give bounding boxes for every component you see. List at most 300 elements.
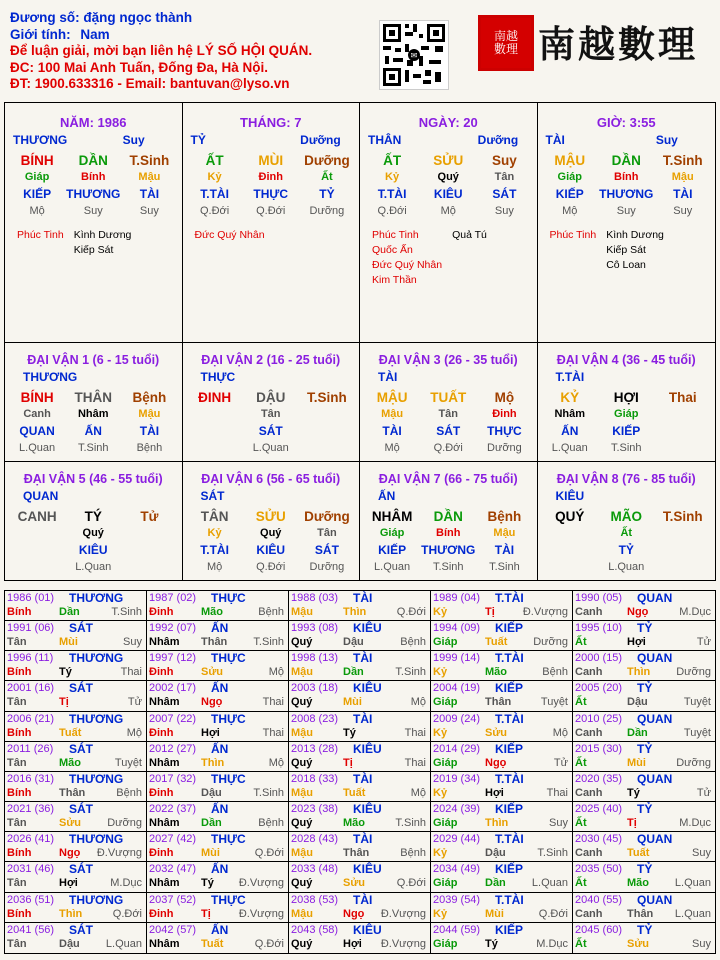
year-god: SÁT: [69, 922, 93, 937]
year-god: T.TÀI: [495, 651, 524, 666]
owner-line: Đương số: đặng ngọc thành: [10, 10, 193, 25]
year-stem: Mậu: [291, 847, 313, 860]
year-cell[interactable]: [573, 893, 715, 923]
brand-logo: 南越數理: [538, 22, 698, 66]
dai-van-hidden-stems-cell: Kỷ: [207, 527, 222, 539]
pillar-stem-branch-cell: DẦN: [611, 152, 641, 168]
year-god: SÁT: [69, 621, 93, 636]
year-cell[interactable]: [289, 772, 431, 802]
year-branch: Tuất: [59, 726, 82, 739]
year-label: 2021 (36): [7, 803, 55, 816]
dai-van-hidden-gods-cell: TÀI: [494, 543, 515, 557]
year-cell[interactable]: [5, 862, 147, 892]
dai-van-hidden-stems-cell: Tân: [260, 408, 281, 420]
year-branch: Sửu: [343, 877, 366, 890]
year-cell[interactable]: [147, 651, 289, 681]
year-branch: Thân: [343, 847, 370, 860]
dai-van-2[interactable]: [183, 343, 361, 462]
year-god: ẤN: [211, 802, 229, 817]
year-stem: Nhâm: [149, 696, 180, 709]
year-stem: Canh: [575, 786, 603, 799]
year-cell[interactable]: [147, 681, 289, 711]
phone-email-line[interactable]: ĐT: 1900.633316 - Email: bantuvan@lyso.vn: [10, 76, 290, 91]
year-cell[interactable]: [289, 651, 431, 681]
pillar-hidden-gods-cell: SÁT: [492, 187, 517, 201]
year-branch: Thìn: [201, 756, 225, 769]
dai-van-hidden-stems-cell: Mậu: [381, 408, 404, 420]
year-cell[interactable]: [5, 742, 147, 772]
pillar-title: GIỜ: 3:55: [596, 115, 656, 130]
dai-van-hidden-stems-cell: Đinh: [492, 408, 517, 420]
year-god: QUAN: [637, 892, 673, 907]
dai-van-hidden-stems-cell: Giáp: [614, 408, 639, 420]
year-cell[interactable]: [573, 591, 715, 621]
year-stem: Bính: [7, 726, 32, 739]
year-cell[interactable]: [431, 832, 573, 862]
pillar-grid: [4, 102, 716, 581]
year-branch: Mão: [59, 756, 81, 769]
year-branch: Tý: [343, 726, 356, 739]
pillar-1[interactable]: [5, 103, 183, 343]
year-stem: Đinh: [149, 726, 174, 739]
dai-van-hidden-gods: [183, 421, 360, 441]
year-cell[interactable]: [573, 742, 715, 772]
year-life-stage: Thai: [262, 726, 284, 739]
year-god: THƯƠNG: [69, 651, 124, 666]
year-branch: Ngọ: [627, 606, 649, 618]
dai-van-4[interactable]: [538, 343, 716, 462]
pillar-2[interactable]: [183, 103, 361, 343]
year-label: 2022 (37): [149, 803, 197, 816]
year-stem: Bính: [7, 786, 32, 799]
dai-van-life-stages: [5, 560, 182, 574]
year-branch: Hợi: [201, 726, 220, 739]
year-stem: Giáp: [433, 937, 458, 950]
year-cell[interactable]: [5, 893, 147, 923]
stars-bad: [74, 228, 132, 258]
stars-good: [372, 228, 442, 288]
year-cell[interactable]: [573, 621, 715, 651]
pillar-gods: [538, 130, 716, 150]
contact-line: Để luận giải, mời bạn liên hệ LÝ SỐ HỘI QUÁN.: [10, 43, 313, 58]
year-branch: Thìn: [485, 817, 509, 830]
year-god: TỶ: [637, 681, 653, 696]
year-cell[interactable]: [5, 621, 147, 651]
year-god: KIẾP: [495, 621, 524, 636]
year-stem: Giáp: [433, 817, 458, 830]
year-god: ẤN: [211, 681, 229, 696]
dai-van-life-stages-cell: Dưỡng: [487, 442, 522, 454]
dai-van-stem-branch: [360, 506, 537, 526]
dai-van-life-stages-cell: Bệnh: [136, 442, 163, 454]
year-stem: Ất: [575, 937, 587, 950]
year-cell[interactable]: [289, 802, 431, 832]
year-cell[interactable]: [289, 591, 431, 621]
year-life-stage: M.Dục: [536, 937, 568, 950]
year-stem: Quý: [291, 696, 313, 709]
year-cell[interactable]: [147, 742, 289, 772]
year-cell[interactable]: [431, 893, 573, 923]
year-branch: Thìn: [343, 606, 367, 618]
pillar-life-stages-cell: Dưỡng: [309, 205, 345, 217]
pillar-life-stages: [183, 204, 360, 218]
pillar-stem-branch-cell: SỬU: [433, 152, 464, 168]
year-life-stage: T.Sinh: [395, 666, 426, 679]
year-cell[interactable]: [573, 832, 715, 862]
year-branch: Dần: [343, 666, 364, 679]
year-cell[interactable]: [573, 712, 715, 742]
year-branch: Thìn: [627, 666, 651, 679]
dai-van-life-stages-cell: T.Sinh: [489, 561, 520, 573]
pillar-hidden-stems: [183, 170, 360, 184]
svg-text:✉: ✉: [410, 51, 418, 60]
pillar-3[interactable]: [360, 103, 538, 343]
dai-van-title: ĐẠI VẬN 6 (56 - 65 tuổi): [201, 472, 341, 486]
year-branch: Dậu: [201, 786, 222, 799]
year-cell[interactable]: [431, 742, 573, 772]
year-cell[interactable]: [147, 802, 289, 832]
year-label: 1990 (05): [575, 592, 623, 604]
year-label: 2026 (41): [7, 833, 55, 846]
year-stem: Tân: [7, 817, 27, 830]
year-cell[interactable]: [289, 832, 431, 862]
year-life-stage: Suy: [692, 937, 711, 950]
stars-good: [17, 228, 64, 258]
year-label: 2011 (26): [7, 742, 54, 755]
year-cell[interactable]: [5, 681, 147, 711]
year-life-stage: Mộ: [268, 756, 284, 769]
year-cell[interactable]: [5, 772, 147, 802]
year-cell[interactable]: [573, 651, 715, 681]
year-life-stage: M.Dục: [679, 817, 711, 830]
year-stem: Giáp: [433, 756, 458, 769]
year-life-stage: Bệnh: [400, 636, 426, 649]
year-branch: Dần: [485, 877, 506, 890]
year-life-stage: Mộ: [268, 666, 284, 679]
year-cell[interactable]: [431, 862, 573, 892]
dai-van-hidden-stems-cell: Giáp: [379, 527, 405, 539]
year-branch: Mão: [627, 877, 649, 890]
stars-bad: [452, 228, 487, 288]
year-life-stage: Đ.Vượng: [380, 937, 426, 950]
pillar-hidden-stems: [5, 170, 182, 184]
pillar-hidden-stems-cell: Bính: [81, 171, 106, 183]
year-branch: Ngọ: [201, 696, 223, 709]
year-cell[interactable]: [431, 712, 573, 742]
star-item: Kiếp Sát: [606, 244, 646, 256]
year-label: 2002 (17): [149, 682, 197, 695]
dai-van-stem-branch-cell: TÂN: [200, 508, 229, 524]
year-god: THỰC: [211, 892, 246, 907]
dai-van-hidden-gods-cell: TỶ: [618, 543, 634, 557]
dai-van-hidden-gods: [360, 421, 537, 441]
year-cell[interactable]: [289, 923, 431, 953]
year-life-stage: Tử: [696, 786, 711, 799]
year-cell[interactable]: [431, 651, 573, 681]
year-cell[interactable]: [289, 862, 431, 892]
year-label: 2001 (16): [7, 682, 55, 695]
dai-van-stem-branch-cell: TÝ: [84, 508, 102, 524]
year-life-stage: Thai: [546, 786, 568, 799]
year-cell[interactable]: [147, 862, 289, 892]
dai-van-life-stages-cell: T.Sinh: [77, 442, 109, 454]
dai-van-3[interactable]: [360, 343, 538, 462]
pillar-gods: [183, 130, 360, 150]
year-cell[interactable]: [289, 742, 431, 772]
year-life-stage: Tuyệt: [114, 756, 142, 769]
dai-van-life-stages-cell: L.Quan: [19, 442, 56, 454]
year-cell[interactable]: [147, 772, 289, 802]
year-stem: Nhâm: [149, 636, 180, 649]
year-branch: Dậu: [485, 847, 506, 860]
dai-van-stem-branch-cell: DẬU: [256, 389, 286, 405]
year-life-stage: Bệnh: [258, 606, 284, 618]
year-cell[interactable]: [5, 802, 147, 832]
year-god: THƯƠNG: [69, 892, 124, 907]
year-label: 2043 (58): [291, 923, 339, 936]
pillar-hidden-stems-cell: Giáp: [24, 171, 50, 183]
dai-van-hidden-gods: [538, 540, 716, 560]
year-stem: Quý: [291, 756, 313, 769]
dai-van-7[interactable]: [360, 462, 538, 580]
year-label: 2007 (22): [149, 712, 197, 725]
year-god: KIẾP: [495, 741, 524, 756]
year-cell[interactable]: [431, 681, 573, 711]
pillar-life-stages-cell: Suy: [139, 205, 159, 217]
year-cell[interactable]: [5, 832, 147, 862]
year-branch: Tị: [627, 817, 637, 830]
dai-van-stem-branch-cell: Bệnh: [132, 389, 167, 405]
year-cell[interactable]: [147, 893, 289, 923]
dai-van-1[interactable]: [5, 343, 183, 462]
year-stem: Canh: [575, 907, 603, 920]
dai-van-stem-branch-cell: HỢI: [613, 389, 639, 405]
year-life-stage: Tử: [127, 696, 142, 709]
year-life-stage: Đ.Vượng: [96, 847, 142, 860]
year-god: KIẾP: [495, 802, 524, 817]
year-cell[interactable]: [431, 923, 573, 953]
year-cell[interactable]: [573, 862, 715, 892]
year-label: 2038 (53): [291, 893, 339, 906]
pillar-hidden-gods-cell: KIÊU: [433, 187, 463, 201]
pillar-hidden-stems-cell: Kỷ: [385, 171, 400, 183]
year-stem: Ất: [575, 636, 587, 649]
star-item: Kiếp Sát: [73, 244, 114, 256]
year-label: 2010 (25): [575, 712, 623, 725]
year-stem: Nhâm: [149, 877, 180, 890]
year-life-stage: L.Quan: [674, 877, 711, 890]
pillar-life-stages-cell: Mộ: [29, 205, 45, 217]
year-cell[interactable]: [573, 923, 715, 953]
year-cell[interactable]: [289, 893, 431, 923]
year-cell[interactable]: [5, 651, 147, 681]
dai-van-stem-branch-cell: ĐINH: [198, 389, 232, 405]
dai-van-hidden-stems: [183, 526, 360, 540]
year-cell[interactable]: [431, 772, 573, 802]
pillar-stars: [5, 218, 182, 258]
dai-van-stem-branch-cell: Bệnh: [487, 508, 522, 524]
pillar-4[interactable]: [538, 103, 716, 343]
dai-van-hidden-gods-cell: SÁT: [314, 543, 339, 557]
year-god: TỶ: [637, 741, 653, 756]
year-life-stage: Đ.Vượng: [380, 907, 426, 920]
year-life-stage: Q.Đới: [396, 606, 426, 618]
year-life-stage: Tuyệt: [540, 696, 568, 709]
star-item: Phúc Tinh: [549, 229, 597, 241]
qr-code-icon[interactable]: [379, 20, 449, 90]
dai-van-stem-branch: [538, 387, 716, 407]
stars-good: [195, 228, 265, 243]
year-stem: Mậu: [291, 786, 313, 799]
dai-van-hidden-gods-cell: TÀI: [382, 424, 402, 438]
dai-van-hidden-stems-cell: Ất: [620, 527, 633, 539]
dai-van-8[interactable]: [538, 462, 716, 580]
dai-van-hidden-gods-cell: KIẾP: [612, 424, 641, 438]
dai-van-6[interactable]: [183, 462, 361, 580]
pillar-gods-cell: TỶ: [190, 133, 206, 147]
year-life-stage: M.Dục: [679, 606, 711, 618]
year-god: TÀI: [353, 771, 373, 786]
year-stem: Đinh: [149, 606, 174, 618]
year-cell[interactable]: [573, 802, 715, 832]
dai-van-stem-branch-cell: Tử: [140, 508, 159, 524]
year-life-stage: T.Sinh: [395, 817, 426, 830]
dai-van-life-stages-cell: L.Quan: [608, 561, 645, 573]
pillar-hidden-stems-cell: Mậu: [671, 171, 694, 183]
pillar-life-stages-cell: Q.Đới: [256, 205, 286, 217]
dai-van-title: ĐẠI VẬN 8 (76 - 85 tuổi): [556, 472, 696, 486]
dai-van-stem-branch-cell: MẬU: [376, 389, 408, 405]
year-cell[interactable]: [5, 712, 147, 742]
year-life-stage: Suy: [549, 817, 568, 830]
pillar-life-stages-cell: Mộ: [440, 205, 456, 217]
dai-van-stem-branch: [538, 506, 716, 526]
year-god: THƯƠNG: [69, 771, 124, 786]
pillar-hidden-gods-cell: THỰC: [253, 187, 289, 201]
year-cell[interactable]: [431, 591, 573, 621]
year-cell[interactable]: [289, 681, 431, 711]
year-life-stage: T.Sinh: [253, 786, 284, 799]
pillar-hidden-gods: [183, 184, 360, 204]
year-god: QUAN: [637, 651, 673, 666]
year-god: TỶ: [637, 802, 653, 817]
pillar-hidden-gods-cell: KIẾP: [23, 187, 52, 201]
year-cell[interactable]: [5, 591, 147, 621]
year-branch: Mùi: [485, 907, 504, 920]
year-cell[interactable]: [431, 802, 573, 832]
year-stem: Kỷ: [433, 666, 448, 679]
star-item: Đức Quý Nhân: [194, 229, 265, 241]
year-god: QUAN: [637, 832, 673, 847]
pillar-hidden-gods-cell: THƯƠNG: [599, 187, 654, 201]
dai-van-stem-branch: [183, 506, 360, 526]
year-label: 2016 (31): [7, 772, 55, 785]
year-cell[interactable]: [289, 712, 431, 742]
year-god: THỰC: [211, 771, 246, 786]
pillar-life-stages-cell: Q.Đới: [199, 205, 230, 217]
year-stem: Tân: [7, 937, 27, 950]
year-cell[interactable]: [147, 712, 289, 742]
year-life-stage: Đ.Vượng: [238, 877, 284, 890]
year-cell[interactable]: [431, 621, 573, 651]
pillar-hidden-gods-cell: T.TÀI: [200, 187, 229, 201]
year-label: 1997 (12): [149, 652, 197, 665]
year-label: 2014 (29): [433, 742, 481, 755]
dai-van-stem-branch-cell: T.Sinh: [307, 389, 347, 405]
year-label: 2012 (27): [149, 742, 197, 755]
year-stem: Kỷ: [433, 786, 448, 799]
dai-van-hidden-gods-cell: SÁT: [258, 424, 283, 438]
year-life-stage: Mộ: [410, 786, 426, 799]
pillar-stem-branch-cell: MÙI: [258, 152, 284, 168]
pillar-stars: [183, 218, 360, 243]
dai-van-life-stages: [360, 560, 537, 574]
pillar-gods-cell: Dưỡng: [300, 133, 341, 147]
year-cell[interactable]: [5, 923, 147, 953]
dai-van-hidden-stems-cell: Mậu: [138, 408, 161, 420]
year-branch: Hợi: [627, 636, 646, 649]
year-branch: Sửu: [627, 937, 650, 950]
dai-van-stem-branch-cell: NHÂM: [371, 508, 413, 524]
year-branch: Hợi: [485, 786, 504, 799]
dai-van-life-stages-cell: L.Quan: [551, 442, 588, 454]
pillar-life-stages: [538, 204, 716, 218]
year-label: 2036 (51): [7, 893, 55, 906]
year-label: 1999 (14): [433, 652, 481, 665]
pillar-stem-branch: [360, 150, 537, 170]
dai-van-life-stages-cell: Mộ: [384, 442, 400, 454]
year-life-stage: T.Sinh: [111, 606, 142, 618]
year-god: TÀI: [353, 832, 373, 847]
year-cell[interactable]: [147, 923, 289, 953]
year-life-stage: Đ.Vượng: [522, 606, 568, 618]
year-branch: Thìn: [59, 907, 83, 920]
star-item: Phúc Tinh: [17, 229, 64, 241]
star-item: Quốc Ấn: [372, 244, 413, 256]
pillar-stem-branch-cell: T.Sinh: [662, 152, 703, 168]
pillar-stem-branch-cell: ẤT: [383, 152, 402, 168]
year-branch: Thân: [627, 907, 654, 920]
year-branch: Tuất: [485, 636, 508, 649]
year-cell[interactable]: [147, 832, 289, 862]
year-cell[interactable]: [147, 591, 289, 621]
year-branch: Ngọ: [485, 756, 507, 769]
year-cell[interactable]: [573, 772, 715, 802]
year-label: 1995 (10): [575, 622, 623, 635]
dai-van-life-stages: [538, 441, 716, 455]
dai-van-5[interactable]: [5, 462, 183, 580]
year-label: 2027 (42): [149, 833, 197, 846]
pillar-stem-branch: [5, 150, 182, 170]
year-branch: Hợi: [59, 877, 78, 890]
dai-van-god: QUAN: [23, 489, 59, 503]
pillar-life-stages-cell: Suy: [494, 205, 514, 217]
year-god: TÀI: [353, 892, 373, 907]
year-label: 2017 (32): [149, 772, 197, 785]
year-stem: Mậu: [291, 726, 313, 739]
dai-van-hidden-stems: [360, 407, 537, 421]
year-god: KIẾP: [495, 922, 524, 937]
year-label: 1991 (06): [7, 622, 55, 635]
year-cell[interactable]: [147, 621, 289, 651]
dai-van-stem-branch-cell: Mộ: [494, 389, 515, 405]
dai-van-stem-branch-cell: CANH: [17, 508, 57, 524]
year-stem: Ất: [575, 817, 587, 830]
year-cell[interactable]: [289, 621, 431, 651]
year-cell[interactable]: [573, 681, 715, 711]
year-stem: Bính: [7, 907, 32, 920]
year-label: 2041 (56): [7, 923, 55, 936]
